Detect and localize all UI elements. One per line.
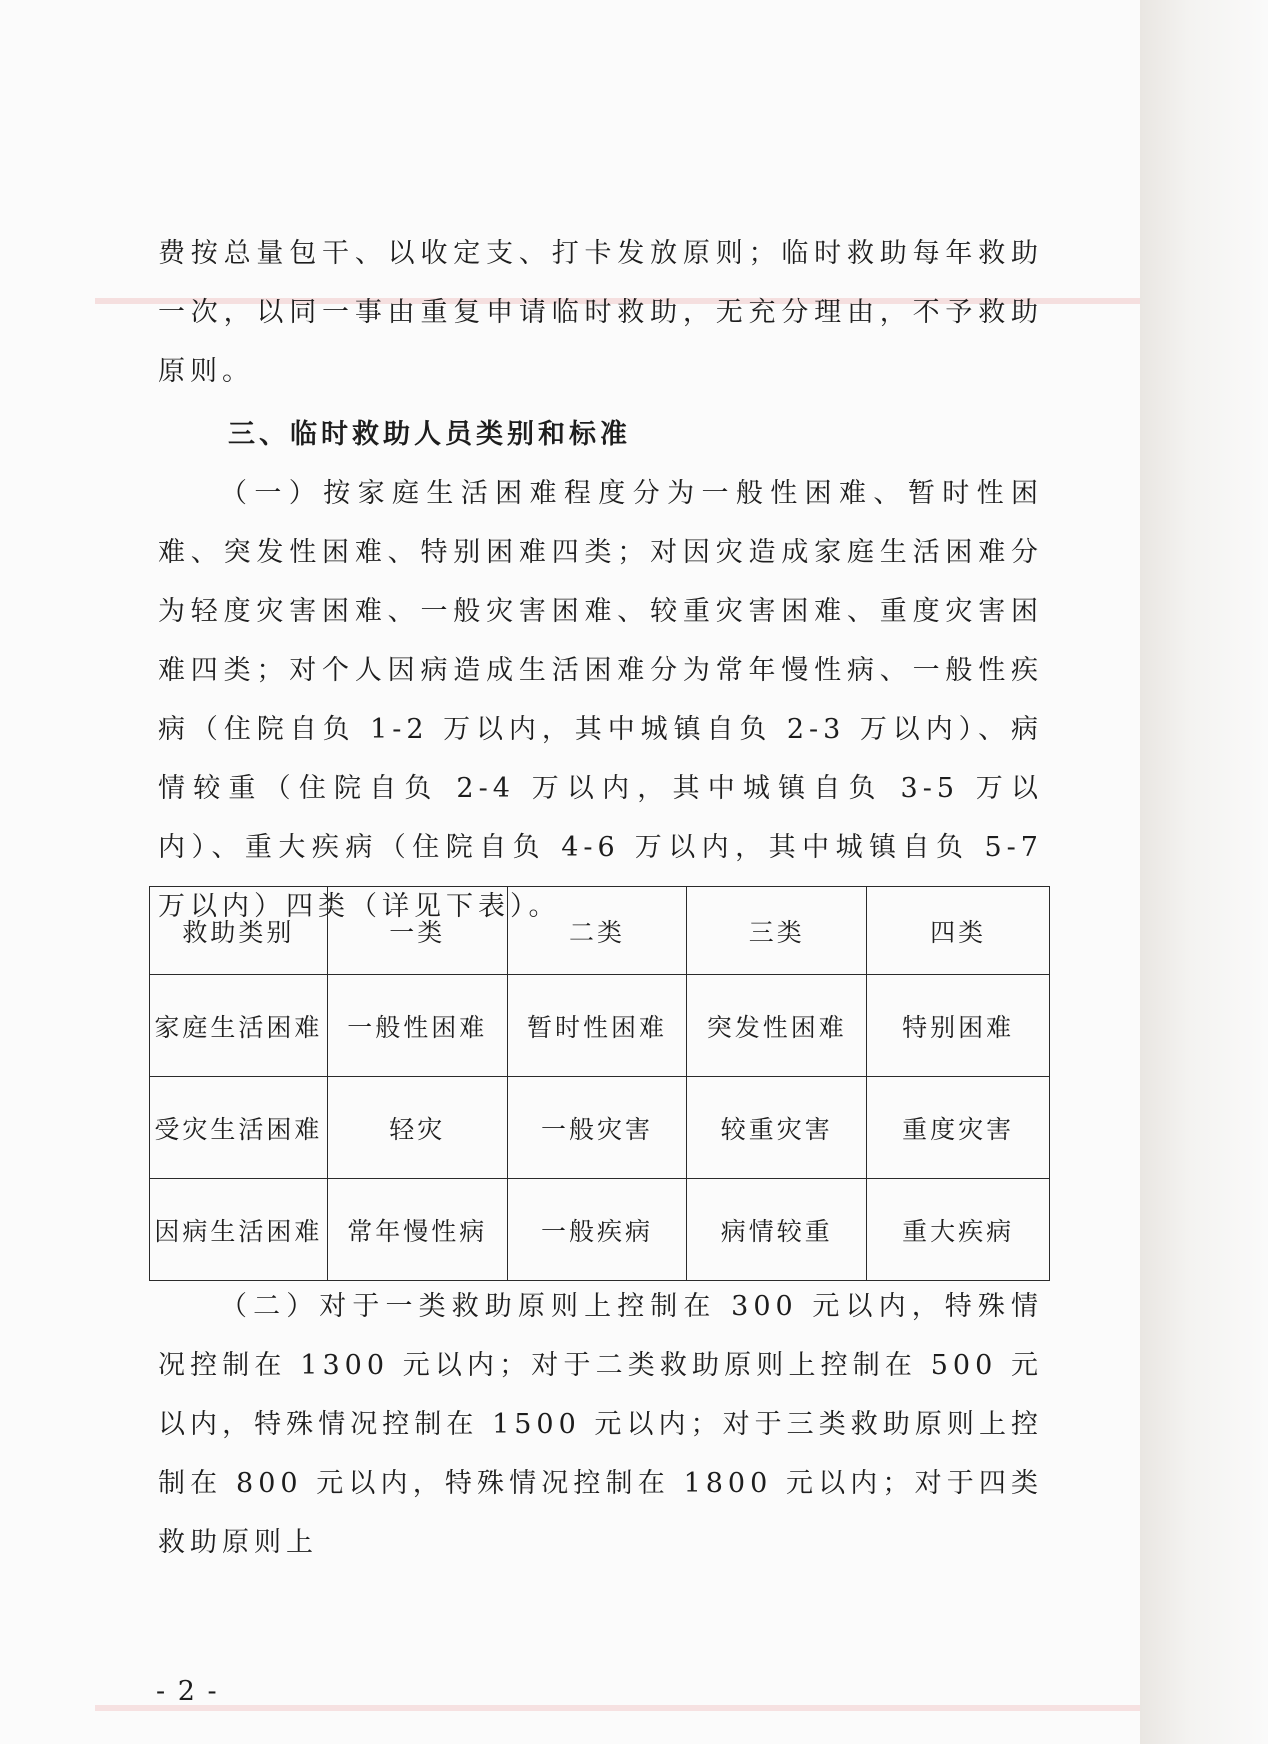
page-number: - 2 - bbox=[156, 1676, 219, 1707]
table-header-cell: 救助类别 bbox=[150, 887, 328, 975]
table-header-cell: 四类 bbox=[867, 887, 1050, 975]
table-cell: 暂时性困难 bbox=[507, 975, 687, 1077]
table-cell: 特别困难 bbox=[867, 975, 1050, 1077]
table-cell: 家庭生活困难 bbox=[150, 975, 328, 1077]
table-row bbox=[150, 1179, 1050, 1281]
table-row bbox=[150, 975, 1050, 1077]
table-cell: 受灾生活困难 bbox=[150, 1077, 328, 1179]
paragraph-standards: （二）对于一类救助原则上控制在 300 元以内，特殊情况控制在 1300 元以内；对于二类救助原则上控制在 500 元以内，特殊情况控制在 1500 元以内；对于三类救助原则上控制在 800 元以内，特殊情况控制在 1800 元以内；对于四类救助原则上 bbox=[158, 1291, 1043, 1558]
table-cell: 常年慢性病 bbox=[327, 1179, 507, 1281]
table-header-cell: 三类 bbox=[687, 887, 867, 975]
table-cell: 重大疾病 bbox=[867, 1179, 1050, 1281]
table-cell: 一般性困难 bbox=[327, 975, 507, 1077]
assistance-category-table bbox=[149, 886, 1050, 1281]
table-header-cell: 一类 bbox=[327, 887, 507, 975]
paragraph-categories: （一）按家庭生活困难程度分为一般性困难、暂时性困难、突发性困难、特别困难四类；对因灾造成家庭生活困难分为轻度灾害困难、一般灾害困难、较重灾害困难、重度灾害困难四类；对个人因病造成生活困难分为常年慢性病、一般性疾病（住院自负 1-2 万以内，其中城镇自负 2-3 万以内）、病情较重（住院自负 2-4 万以内，其中城镇自负 3-5 万以内）、重大疾病（住院自负 4-6 万以内，其中城镇自负 5-7 万以内）四类（详见下表）。 bbox=[158, 478, 1043, 922]
table-cell: 病情较重 bbox=[687, 1179, 867, 1281]
table-header-cell: 二类 bbox=[507, 887, 687, 975]
table-cell: 一般灾害 bbox=[507, 1077, 687, 1179]
table-cell: 因病生活困难 bbox=[150, 1179, 328, 1281]
page-edge bbox=[1140, 0, 1268, 1744]
paragraph-continuation: 费按总量包干、以收定支、打卡发放原则；临时救助每年救助一次，以同一事由重复申请临时救助，无充分理由，不予救助原则。 bbox=[158, 238, 1043, 387]
table-cell: 轻灾 bbox=[327, 1077, 507, 1179]
table-cell: 突发性困难 bbox=[687, 975, 867, 1077]
table-row bbox=[150, 1077, 1050, 1179]
table-cell: 一般疾病 bbox=[507, 1179, 687, 1281]
table-cell: 重度灾害 bbox=[867, 1077, 1050, 1179]
section-heading: 三、临时救助人员类别和标准 bbox=[228, 419, 631, 450]
table-cell: 较重灾害 bbox=[687, 1077, 867, 1179]
table-header-row bbox=[150, 887, 1050, 975]
